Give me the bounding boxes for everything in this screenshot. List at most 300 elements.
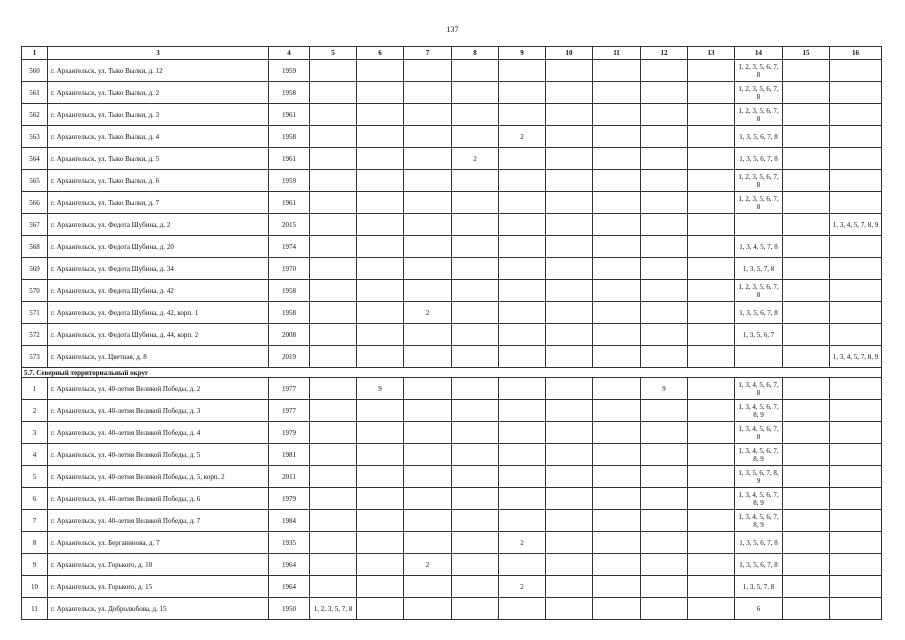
- value-cell-c14: 1, 3, 5, 6, 7, 8: [735, 302, 783, 324]
- value-cell-c6: [357, 400, 404, 422]
- value-cell-c10: [546, 236, 593, 258]
- value-cell-c15: [783, 126, 830, 148]
- year-cell: 1974: [269, 236, 310, 258]
- year-cell: 1961: [269, 104, 310, 126]
- row-number-cell: 561: [22, 82, 48, 104]
- value-cell-c11: [593, 170, 641, 192]
- column-header-13: 13: [688, 47, 735, 60]
- value-cell-c9: [499, 400, 546, 422]
- table-row: [22, 258, 882, 280]
- value-cell-c7: [404, 400, 452, 422]
- value-cell-c10: [546, 466, 593, 488]
- value-cell-c12: [641, 82, 688, 104]
- table-row: [22, 444, 882, 466]
- address-cell: г. Архангельск, ул. 40-летия Великой Победы, д. 2: [48, 378, 269, 400]
- value-cell-c5: [310, 488, 357, 510]
- address-cell: г. Архангельск, ул. Федота Шубина, д. 2: [48, 214, 269, 236]
- value-cell-c13: [688, 466, 735, 488]
- value-cell-c5: [310, 324, 357, 346]
- value-cell-c10: [546, 488, 593, 510]
- value-cell-c11: [593, 104, 641, 126]
- value-cell-c15: [783, 400, 830, 422]
- value-cell-c11: [593, 532, 641, 554]
- value-cell-c8: 2: [452, 148, 499, 170]
- value-cell-c16: 1, 3, 4, 5, 7, 8, 9: [830, 346, 882, 368]
- value-cell-c14: 1, 3, 5, 6, 7, 8: [735, 148, 783, 170]
- table-row: [22, 532, 882, 554]
- value-cell-c13: [688, 302, 735, 324]
- row-number-cell: 564: [22, 148, 48, 170]
- value-cell-c9: 2: [499, 126, 546, 148]
- year-cell: 2019: [269, 346, 310, 368]
- value-cell-c16: [830, 324, 882, 346]
- value-cell-c12: [641, 214, 688, 236]
- address-cell: г. Архангельск, ул. Федота Шубина, д. 20: [48, 236, 269, 258]
- year-cell: 1961: [269, 148, 310, 170]
- value-cell-c10: [546, 280, 593, 302]
- value-cell-c7: [404, 576, 452, 598]
- value-cell-c12: [641, 170, 688, 192]
- value-cell-c16: [830, 82, 882, 104]
- value-cell-c10: [546, 60, 593, 82]
- value-cell-c9: 2: [499, 576, 546, 598]
- table-row: [22, 214, 882, 236]
- value-cell-c6: [357, 126, 404, 148]
- value-cell-c12: [641, 302, 688, 324]
- row-number-cell: 567: [22, 214, 48, 236]
- row-number-cell: 563: [22, 126, 48, 148]
- value-cell-c8: [452, 510, 499, 532]
- value-cell-c12: [641, 104, 688, 126]
- table-row: [22, 104, 882, 126]
- value-cell-c14: 1, 2, 3, 5, 6, 7, 8: [735, 104, 783, 126]
- row-number-cell: 10: [22, 576, 48, 598]
- value-cell-c7: [404, 104, 452, 126]
- value-cell-c11: [593, 346, 641, 368]
- value-cell-c5: [310, 400, 357, 422]
- value-cell-c5: [310, 192, 357, 214]
- value-cell-c9: [499, 170, 546, 192]
- column-header-11: 11: [593, 47, 641, 60]
- value-cell-c16: [830, 400, 882, 422]
- value-cell-c5: [310, 170, 357, 192]
- value-cell-c10: [546, 576, 593, 598]
- table-row: [22, 488, 882, 510]
- value-cell-c9: [499, 60, 546, 82]
- value-cell-c9: [499, 554, 546, 576]
- value-cell-c13: [688, 192, 735, 214]
- value-cell-c16: [830, 258, 882, 280]
- year-cell: 1977: [269, 378, 310, 400]
- value-cell-c10: [546, 598, 593, 620]
- address-cell: г. Архангельск, ул. Тыко Вылки, д. 7: [48, 192, 269, 214]
- year-cell: 1958: [269, 280, 310, 302]
- value-cell-c7: [404, 422, 452, 444]
- row-number-cell: 571: [22, 302, 48, 324]
- value-cell-c12: [641, 236, 688, 258]
- value-cell-c7: [404, 378, 452, 400]
- value-cell-c15: [783, 258, 830, 280]
- value-cell-c5: [310, 302, 357, 324]
- value-cell-c12: [641, 422, 688, 444]
- address-cell: г. Архангельск, ул. 40-летия Великой Победы, д. 4: [48, 422, 269, 444]
- value-cell-c8: [452, 236, 499, 258]
- year-cell: 1979: [269, 488, 310, 510]
- value-cell-c12: [641, 192, 688, 214]
- value-cell-c11: [593, 488, 641, 510]
- value-cell-c5: [310, 148, 357, 170]
- table-row: [22, 576, 882, 598]
- value-cell-c8: [452, 554, 499, 576]
- value-cell-c13: [688, 532, 735, 554]
- value-cell-c6: [357, 488, 404, 510]
- row-number-cell: 9: [22, 554, 48, 576]
- value-cell-c12: [641, 488, 688, 510]
- value-cell-c8: [452, 400, 499, 422]
- value-cell-c15: [783, 532, 830, 554]
- row-number-cell: 566: [22, 192, 48, 214]
- value-cell-c12: [641, 576, 688, 598]
- value-cell-c7: [404, 60, 452, 82]
- value-cell-c9: [499, 104, 546, 126]
- table-row: [22, 378, 882, 400]
- value-cell-c11: [593, 400, 641, 422]
- address-cell: г. Архангельск, ул. Федота Шубина, д. 44, корп. 2: [48, 324, 269, 346]
- value-cell-c11: [593, 60, 641, 82]
- value-cell-c8: [452, 444, 499, 466]
- value-cell-c8: [452, 532, 499, 554]
- value-cell-c10: [546, 104, 593, 126]
- value-cell-c14: 1, 3, 5, 6, 7, 8: [735, 126, 783, 148]
- value-cell-c6: [357, 510, 404, 532]
- column-header-16: 16: [830, 47, 882, 60]
- value-cell-c6: [357, 324, 404, 346]
- value-cell-c12: [641, 466, 688, 488]
- value-cell-c16: [830, 422, 882, 444]
- column-header-1: 1: [22, 47, 48, 60]
- value-cell-c12: [641, 148, 688, 170]
- register-table: [21, 46, 882, 620]
- value-cell-c14: 1, 2, 3, 5, 6, 7, 8: [735, 82, 783, 104]
- value-cell-c14: 1, 3, 4, 5, 6, 7, 8: [735, 422, 783, 444]
- row-number-cell: 11: [22, 598, 48, 620]
- value-cell-c8: [452, 324, 499, 346]
- value-cell-c11: [593, 576, 641, 598]
- table-row: [22, 554, 882, 576]
- value-cell-c6: [357, 554, 404, 576]
- table-body: [22, 60, 882, 620]
- value-cell-c11: [593, 82, 641, 104]
- value-cell-c12: [641, 532, 688, 554]
- table-row: [22, 510, 882, 532]
- value-cell-c5: [310, 236, 357, 258]
- value-cell-c14: 1, 3, 4, 5, 6, 7, 8: [735, 378, 783, 400]
- value-cell-c7: [404, 324, 452, 346]
- value-cell-c15: [783, 280, 830, 302]
- value-cell-c6: [357, 444, 404, 466]
- value-cell-c5: [310, 258, 357, 280]
- address-cell: г. Архангельск, ул. Федота Шубина, д. 42: [48, 280, 269, 302]
- value-cell-c12: [641, 510, 688, 532]
- value-cell-c14: 1, 3, 5, 6, 7: [735, 324, 783, 346]
- value-cell-c7: [404, 170, 452, 192]
- value-cell-c16: [830, 598, 882, 620]
- value-cell-c13: [688, 214, 735, 236]
- value-cell-c5: [310, 554, 357, 576]
- value-cell-c13: [688, 126, 735, 148]
- value-cell-c8: [452, 214, 499, 236]
- value-cell-c14: 6: [735, 598, 783, 620]
- value-cell-c14: [735, 346, 783, 368]
- value-cell-c6: [357, 258, 404, 280]
- value-cell-c14: 1, 3, 4, 5, 6, 7, 8, 9: [735, 488, 783, 510]
- row-number-cell: 1: [22, 378, 48, 400]
- value-cell-c15: [783, 422, 830, 444]
- value-cell-c12: 9: [641, 378, 688, 400]
- value-cell-c14: 1, 3, 5, 6, 7, 8: [735, 554, 783, 576]
- address-cell: г. Архангельск, ул. 40-летия Великой Победы, д. 6: [48, 488, 269, 510]
- value-cell-c15: [783, 346, 830, 368]
- value-cell-c16: [830, 280, 882, 302]
- value-cell-c11: [593, 148, 641, 170]
- value-cell-c5: [310, 346, 357, 368]
- value-cell-c15: [783, 60, 830, 82]
- table-row: [22, 598, 882, 620]
- value-cell-c9: [499, 466, 546, 488]
- value-cell-c13: [688, 280, 735, 302]
- value-cell-c9: [499, 598, 546, 620]
- value-cell-c5: [310, 444, 357, 466]
- row-number-cell: 2: [22, 400, 48, 422]
- value-cell-c11: [593, 126, 641, 148]
- value-cell-c6: [357, 82, 404, 104]
- address-cell: г. Архангельск, ул. Тыко Вылки, д. 6: [48, 170, 269, 192]
- value-cell-c15: [783, 554, 830, 576]
- value-cell-c11: [593, 554, 641, 576]
- column-number-header: [22, 47, 882, 60]
- value-cell-c9: [499, 302, 546, 324]
- value-cell-c9: 2: [499, 532, 546, 554]
- year-cell: 2011: [269, 466, 310, 488]
- value-cell-c12: [641, 126, 688, 148]
- year-cell: 1958: [269, 126, 310, 148]
- value-cell-c13: [688, 236, 735, 258]
- value-cell-c10: [546, 258, 593, 280]
- value-cell-c8: [452, 126, 499, 148]
- value-cell-c9: [499, 192, 546, 214]
- year-cell: 1958: [269, 82, 310, 104]
- address-cell: г. Архангельск, ул. 40-летия Великой Победы, д. 5, корп. 2: [48, 466, 269, 488]
- value-cell-c16: [830, 60, 882, 82]
- value-cell-c10: [546, 82, 593, 104]
- column-header-15: 15: [783, 47, 830, 60]
- value-cell-c14: 1, 3, 5, 6, 7, 8: [735, 532, 783, 554]
- value-cell-c12: [641, 598, 688, 620]
- value-cell-c15: [783, 324, 830, 346]
- year-cell: 1981: [269, 444, 310, 466]
- year-cell: 1979: [269, 422, 310, 444]
- value-cell-c11: [593, 192, 641, 214]
- value-cell-c15: [783, 488, 830, 510]
- address-cell: г. Архангельск, ул. 40-летия Великой Победы, д. 3: [48, 400, 269, 422]
- value-cell-c11: [593, 214, 641, 236]
- table-row: [22, 422, 882, 444]
- value-cell-c13: [688, 378, 735, 400]
- column-header-6: 6: [357, 47, 404, 60]
- year-cell: 1961: [269, 192, 310, 214]
- value-cell-c15: [783, 302, 830, 324]
- value-cell-c16: [830, 104, 882, 126]
- value-cell-c12: [641, 258, 688, 280]
- value-cell-c7: [404, 192, 452, 214]
- value-cell-c6: [357, 236, 404, 258]
- value-cell-c10: [546, 346, 593, 368]
- value-cell-c8: [452, 104, 499, 126]
- value-cell-c11: [593, 324, 641, 346]
- value-cell-c6: [357, 170, 404, 192]
- value-cell-c8: [452, 82, 499, 104]
- value-cell-c7: [404, 214, 452, 236]
- value-cell-c14: 1, 2, 3, 5, 6, 7, 8: [735, 60, 783, 82]
- value-cell-c10: [546, 378, 593, 400]
- value-cell-c14: 1, 2, 3, 5, 6, 7, 8: [735, 170, 783, 192]
- value-cell-c8: [452, 258, 499, 280]
- value-cell-c8: [452, 422, 499, 444]
- value-cell-c5: 1, 2, 3, 5, 7, 8: [310, 598, 357, 620]
- value-cell-c11: [593, 378, 641, 400]
- value-cell-c12: [641, 444, 688, 466]
- value-cell-c10: [546, 148, 593, 170]
- value-cell-c8: [452, 192, 499, 214]
- value-cell-c9: [499, 148, 546, 170]
- value-cell-c6: 9: [357, 378, 404, 400]
- year-cell: 2015: [269, 214, 310, 236]
- address-cell: г. Архангельск, ул. Бергавинова, д. 7: [48, 532, 269, 554]
- column-header-14: 14: [735, 47, 783, 60]
- row-number-cell: 7: [22, 510, 48, 532]
- value-cell-c6: [357, 104, 404, 126]
- value-cell-c11: [593, 236, 641, 258]
- value-cell-c14: 1, 3, 5, 7, 8: [735, 576, 783, 598]
- row-number-cell: 573: [22, 346, 48, 368]
- value-cell-c13: [688, 554, 735, 576]
- value-cell-c13: [688, 510, 735, 532]
- value-cell-c13: [688, 346, 735, 368]
- column-header-3: 3: [48, 47, 269, 60]
- value-cell-c9: [499, 346, 546, 368]
- address-cell: г. Архангельск, ул. Федота Шубина, д. 42, корп. 1: [48, 302, 269, 324]
- value-cell-c14: 1, 3, 5, 7, 8: [735, 258, 783, 280]
- year-cell: 1958: [269, 302, 310, 324]
- address-cell: г. Архангельск, ул. Тыко Вылки, д. 2: [48, 82, 269, 104]
- value-cell-c13: [688, 576, 735, 598]
- value-cell-c9: [499, 258, 546, 280]
- value-cell-c16: [830, 554, 882, 576]
- value-cell-c8: [452, 488, 499, 510]
- value-cell-c6: [357, 60, 404, 82]
- section-title: 5.7. Северный территориальный округ: [22, 368, 882, 378]
- table-row: [22, 324, 882, 346]
- value-cell-c13: [688, 422, 735, 444]
- address-cell: г. Архангельск, ул. 40-летия Великой Победы, д. 5: [48, 444, 269, 466]
- value-cell-c9: [499, 510, 546, 532]
- address-cell: г. Архангельск, ул. Тыко Вылки, д. 12: [48, 60, 269, 82]
- value-cell-c8: [452, 170, 499, 192]
- row-number-cell: 5: [22, 466, 48, 488]
- value-cell-c16: [830, 510, 882, 532]
- year-cell: 2008: [269, 324, 310, 346]
- value-cell-c10: [546, 532, 593, 554]
- row-number-cell: 570: [22, 280, 48, 302]
- page-number: 137: [446, 25, 459, 34]
- value-cell-c8: [452, 378, 499, 400]
- column-header-5: 5: [310, 47, 357, 60]
- table-row: [22, 400, 882, 422]
- value-cell-c15: [783, 192, 830, 214]
- address-cell: г. Архангельск, ул. Тыко Вылки, д. 4: [48, 126, 269, 148]
- value-cell-c13: [688, 60, 735, 82]
- value-cell-c16: [830, 576, 882, 598]
- table-row: [22, 280, 882, 302]
- value-cell-c7: [404, 488, 452, 510]
- value-cell-c7: [404, 126, 452, 148]
- value-cell-c15: [783, 148, 830, 170]
- value-cell-c13: [688, 400, 735, 422]
- value-cell-c16: [830, 126, 882, 148]
- year-cell: 1964: [269, 576, 310, 598]
- value-cell-c15: [783, 598, 830, 620]
- value-cell-c7: [404, 598, 452, 620]
- table-row: [22, 148, 882, 170]
- value-cell-c16: [830, 302, 882, 324]
- value-cell-c7: [404, 148, 452, 170]
- value-cell-c8: [452, 280, 499, 302]
- table-row: [22, 126, 882, 148]
- value-cell-c16: [830, 466, 882, 488]
- value-cell-c7: [404, 466, 452, 488]
- value-cell-c15: [783, 104, 830, 126]
- value-cell-c9: [499, 82, 546, 104]
- value-cell-c15: [783, 170, 830, 192]
- table-row: [22, 192, 882, 214]
- value-cell-c6: [357, 214, 404, 236]
- table-row: [22, 82, 882, 104]
- value-cell-c5: [310, 214, 357, 236]
- value-cell-c6: [357, 148, 404, 170]
- value-cell-c16: [830, 444, 882, 466]
- value-cell-c14: 1, 3, 4, 5, 6, 7, 8, 9: [735, 400, 783, 422]
- value-cell-c8: [452, 576, 499, 598]
- row-number-cell: 568: [22, 236, 48, 258]
- value-cell-c7: [404, 280, 452, 302]
- column-header-12: 12: [641, 47, 688, 60]
- year-cell: 1935: [269, 532, 310, 554]
- year-cell: 1959: [269, 170, 310, 192]
- table-row: [22, 346, 882, 368]
- value-cell-c7: 2: [404, 302, 452, 324]
- value-cell-c14: [735, 214, 783, 236]
- value-cell-c13: [688, 598, 735, 620]
- row-number-cell: 562: [22, 104, 48, 126]
- value-cell-c6: [357, 576, 404, 598]
- value-cell-c5: [310, 466, 357, 488]
- value-cell-c7: [404, 258, 452, 280]
- value-cell-c10: [546, 554, 593, 576]
- value-cell-c7: [404, 82, 452, 104]
- value-cell-c15: [783, 214, 830, 236]
- year-cell: 1950: [269, 598, 310, 620]
- value-cell-c11: [593, 444, 641, 466]
